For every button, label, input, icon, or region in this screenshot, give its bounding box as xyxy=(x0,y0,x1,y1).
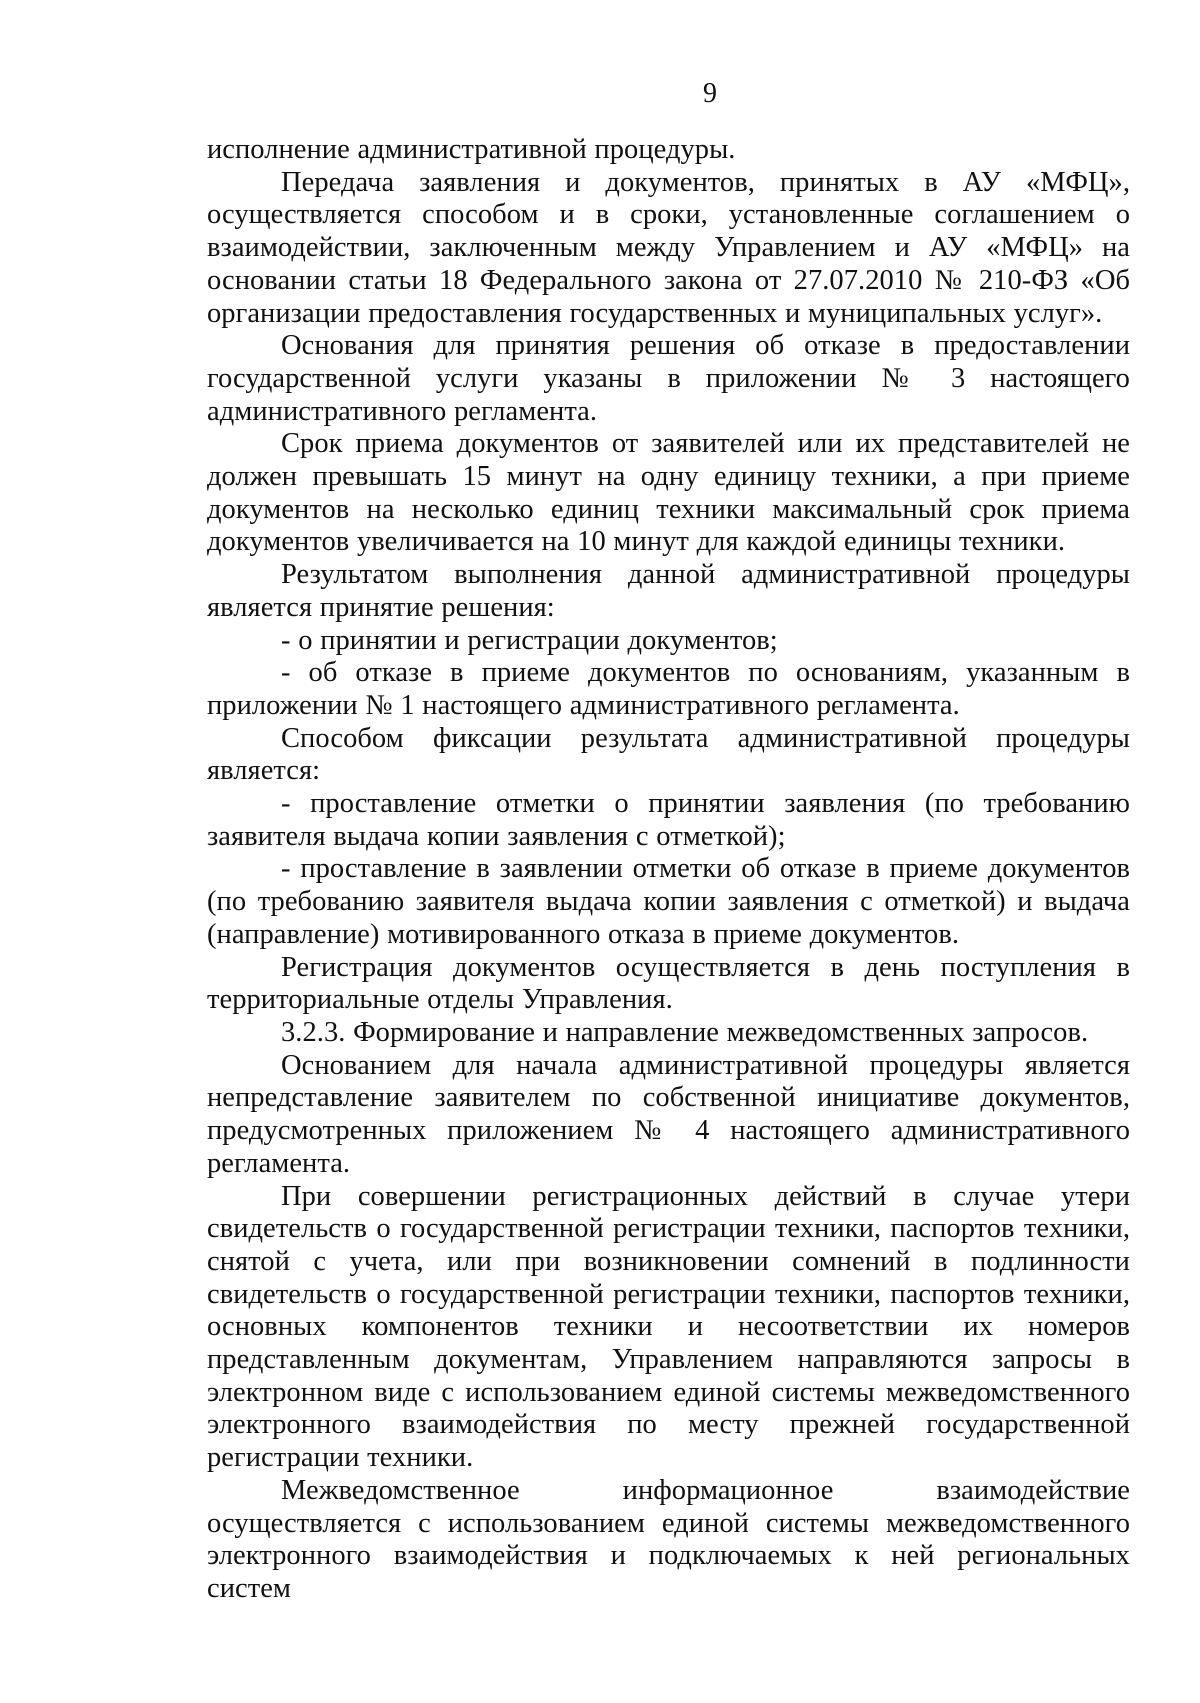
paragraph-document-registration: Регистрация документов осуществляется в день поступления в территориальные отделы Управления. xyxy=(207,951,1130,1016)
paragraph-procedure-result: Результатом выполнения данной административной процедуры является принятие решения: xyxy=(207,559,1130,623)
paragraph-registration-actions: При совершении регистрационных действий в случае утери свидетельств о государственной регистрации техники, паспортов техники, снятой с учета, или при возникновении сомнений в подлинности свидетельств о государственной регистрации техники, паспортов техники, основных компонентов техники и несоответствии их номеров представленным документам, Управлением направляются запросы в электронном виде с использованием единой системы межведомственного электронного взаимодействия по месту прежней государственной регистрации техники. xyxy=(207,1180,1130,1474)
list-item-acceptance-mark: - проставление отметки о принятии заявления (по требованию заявителя выдача копии заявления с отметкой); xyxy=(207,788,1130,852)
section-heading-interagency-requests: 3.2.3. Формирование и направление межведомственных запросов. xyxy=(281,1016,1089,1048)
list-item-refusal-mark: - проставление в заявлении отметки об отказе в приеме документов (по требованию заявителя выдача копии заявления с отметкой) и выдача (направление) мотивированного отказа в приеме документов. xyxy=(207,853,1130,950)
page-number: 9 xyxy=(703,78,717,109)
list-item-refusal: - об отказе в приеме документов по основаниям, указанным в приложении № 1 настоящего административного регламента. xyxy=(207,657,1130,721)
paragraph-continuation: исполнение административной процедуры. xyxy=(207,134,736,165)
paragraph-refusal-grounds: Основания для принятия решения об отказе в предоставлении государственной услуги указаны в приложении № 3 настоящего административного регламента. xyxy=(207,330,1130,427)
paragraph-result-recording: Способом фиксации результата административной процедуры является: xyxy=(207,722,1130,787)
document-body xyxy=(207,134,1130,1606)
paragraph-interagency-interaction: Межведомственное информационное взаимодействие осуществляется с использованием единой системы межведомственного электронного взаимодействия и подключаемых к ней региональных систем xyxy=(207,1474,1130,1604)
list-item-acceptance: - о принятии и регистрации документов; xyxy=(281,624,778,656)
paragraph-acceptance-time: Срок приема документов от заявителей или их представителей не должен превышать 15 минут на одну единицу техники, а при приеме документов на несколько единиц техники максимальный срок приема документов увеличивается на 10 минут для каждой единицы техники. xyxy=(207,428,1130,558)
paragraph-procedure-basis: Основанием для начала административной процедуры является непредставление заявителем по собственной инициативе документов, предусмотренных приложением № 4 настоящего административного регламента. xyxy=(207,1049,1130,1179)
paragraph-transfer-of-application: Передача заявления и документов, принятых в АУ «МФЦ», осуществляется способом и в сроки, установленные соглашением о взаимодействии, заключенным между Управлением и АУ «МФЦ» на основании статьи 18 Федерального закона от 27.07.2010 № 210-ФЗ «Об организации предоставления государственных и муниципальных услуг». xyxy=(207,166,1130,329)
